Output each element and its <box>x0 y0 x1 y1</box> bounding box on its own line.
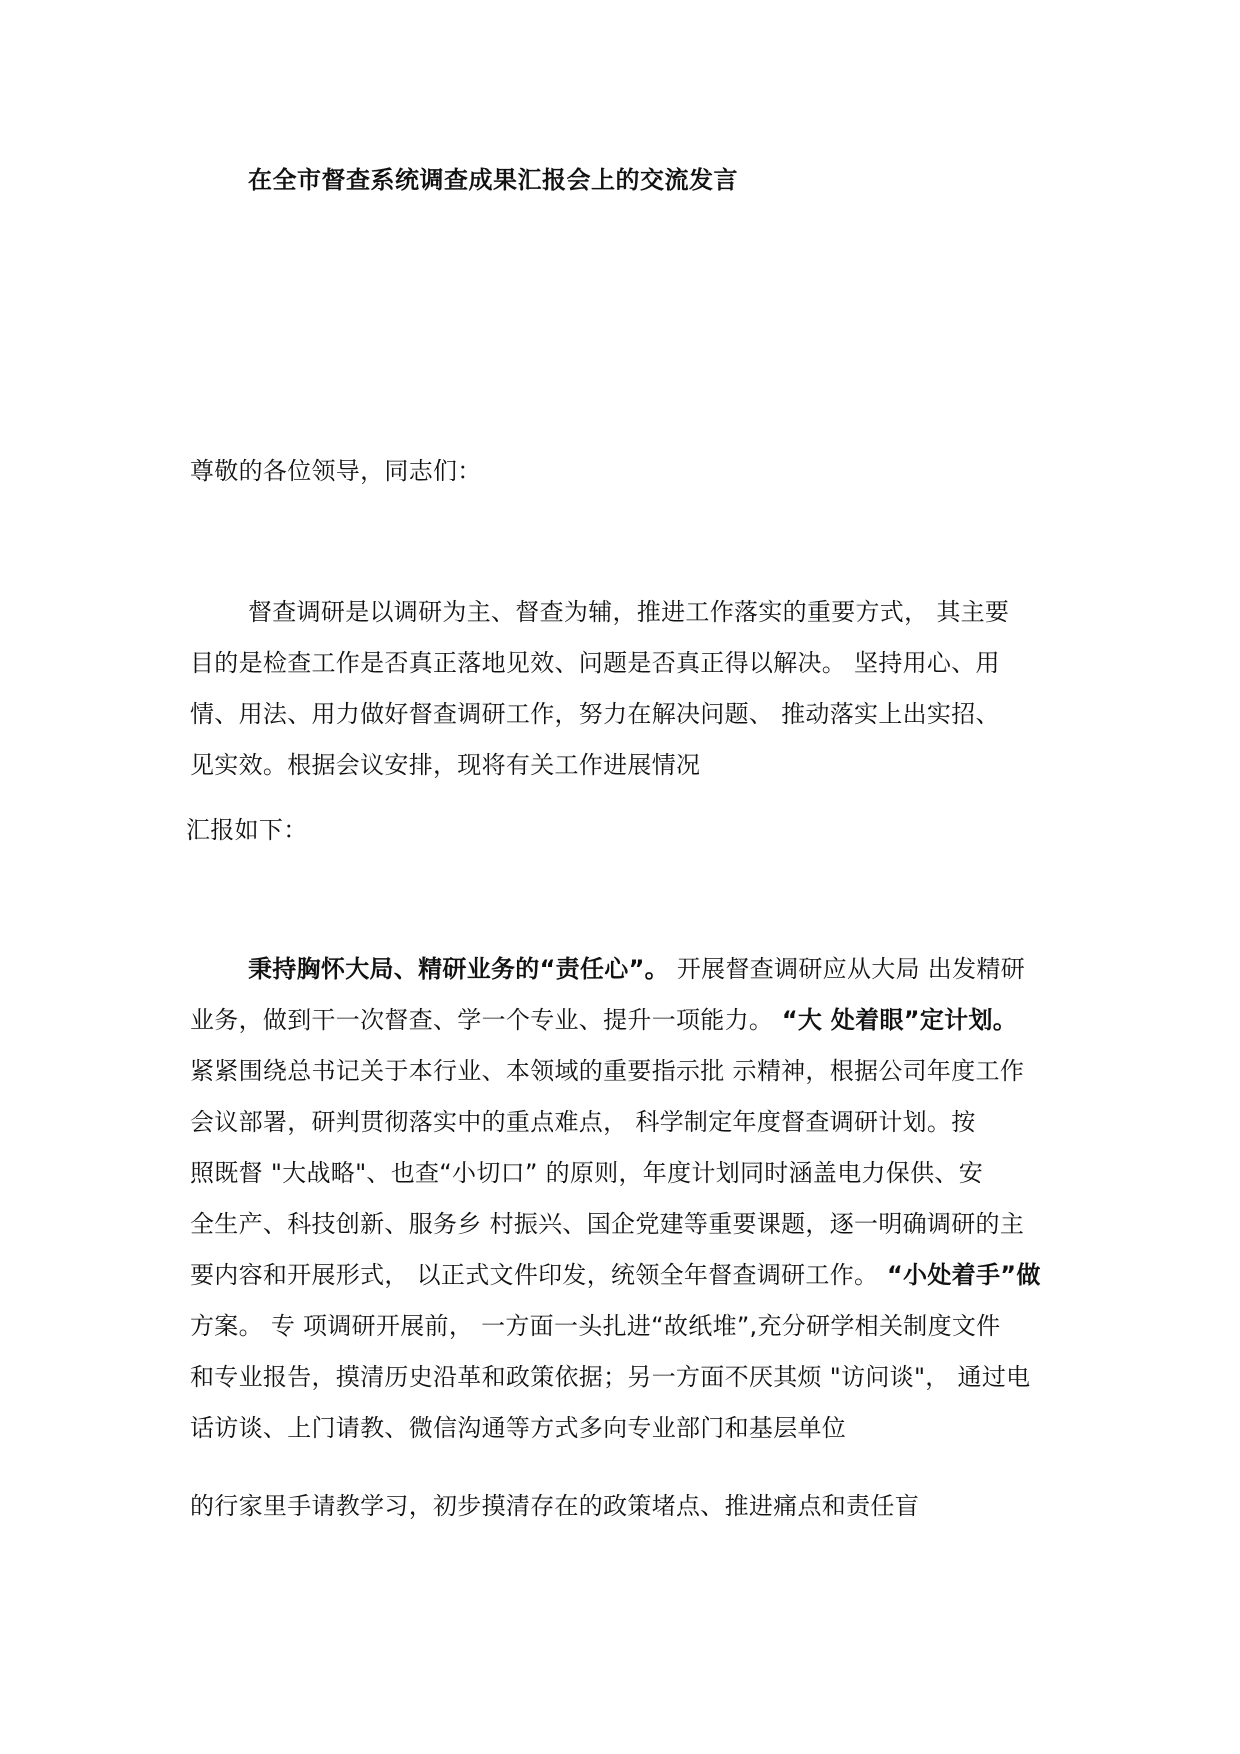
paragraph-1-line-4: 见实效。根据会议安排，现将有关工作进展情况 <box>190 751 701 779</box>
paragraph-2-line-7-text: 要内容和开展形式， 以正式文件印发，统领全年督查调研工作。 <box>190 1261 879 1289</box>
salutation: 尊敬的各位领导，同志们： <box>190 457 482 485</box>
subheading-plan: “大 处着眼”定计划。 <box>773 1006 1018 1034</box>
paragraph-2-line-4: 会议部署，研判贯彻落实中的重点难点， 科学制定年度督查调研计划。按 <box>190 1108 976 1136</box>
document-title: 在全市督查系统调查成果汇报会上的交流发言 <box>248 166 738 194</box>
subheading-plan-2: “小处着手”做 <box>878 1261 1041 1289</box>
paragraph-2-line-8: 方案。 专 项调研开展前， 一方面一头扎进“故纸堆”,充分研学相关制度文件 <box>190 1312 1001 1340</box>
paragraph-2-line-2 <box>190 1000 1017 1035</box>
paragraph-2-line-1-text: 开展督查调研应从大局 出发精研 <box>668 955 1026 983</box>
paragraph-2-line-11: 的行家里手请教学习，初步摸清存在的政策堵点、推进痛点和责任盲 <box>190 1492 919 1520</box>
paragraph-2-line-2-text: 业务，做到干一次督查、学一个专业、提升一项能力。 <box>190 1006 774 1034</box>
paragraph-2-line-6: 全生产、科技创新、服务乡 村振兴、国企党建等重要课题，逐一明确调研的主 <box>190 1210 1025 1238</box>
paragraph-1-line-3: 情、用法、用力做好督查调研工作，努力在解决问题、 推动落实上出实招、 <box>190 700 1000 728</box>
paragraph-2-line-1 <box>248 949 1025 984</box>
paragraph-1-line-5: 汇报如下： <box>186 816 308 844</box>
paragraph-2-line-7 <box>190 1255 1041 1290</box>
paragraph-1-line-2: 目的是检查工作是否真正落地见效、问题是否真正得以解决。 坚持用心、用 <box>190 649 1000 677</box>
paragraph-2-line-3: 紧紧围绕总书记关于本行业、本领域的重要指示批 示精神，根据公司年度工作 <box>190 1057 1025 1085</box>
paragraph-2-line-5: 照既督 "大战略"、也查“小切口” 的原则，年度计划同时涵盖电力保供、安 <box>190 1159 984 1187</box>
section-heading: 秉持胸怀大局、精研业务的“责任心”。 <box>248 955 669 983</box>
paragraph-1-line-1: 督查调研是以调研为主、督查为辅，推进工作落实的重要方式， 其主要 <box>248 598 1010 626</box>
paragraph-2-line-10: 话访谈、上门请教、微信沟通等方式多向专业部门和基层单位 <box>190 1414 847 1442</box>
paragraph-2-line-9: 和专业报告，摸清历史沿革和政策依据；另一方面不厌其烦 "访问谈"， 通过电 <box>190 1363 1031 1391</box>
